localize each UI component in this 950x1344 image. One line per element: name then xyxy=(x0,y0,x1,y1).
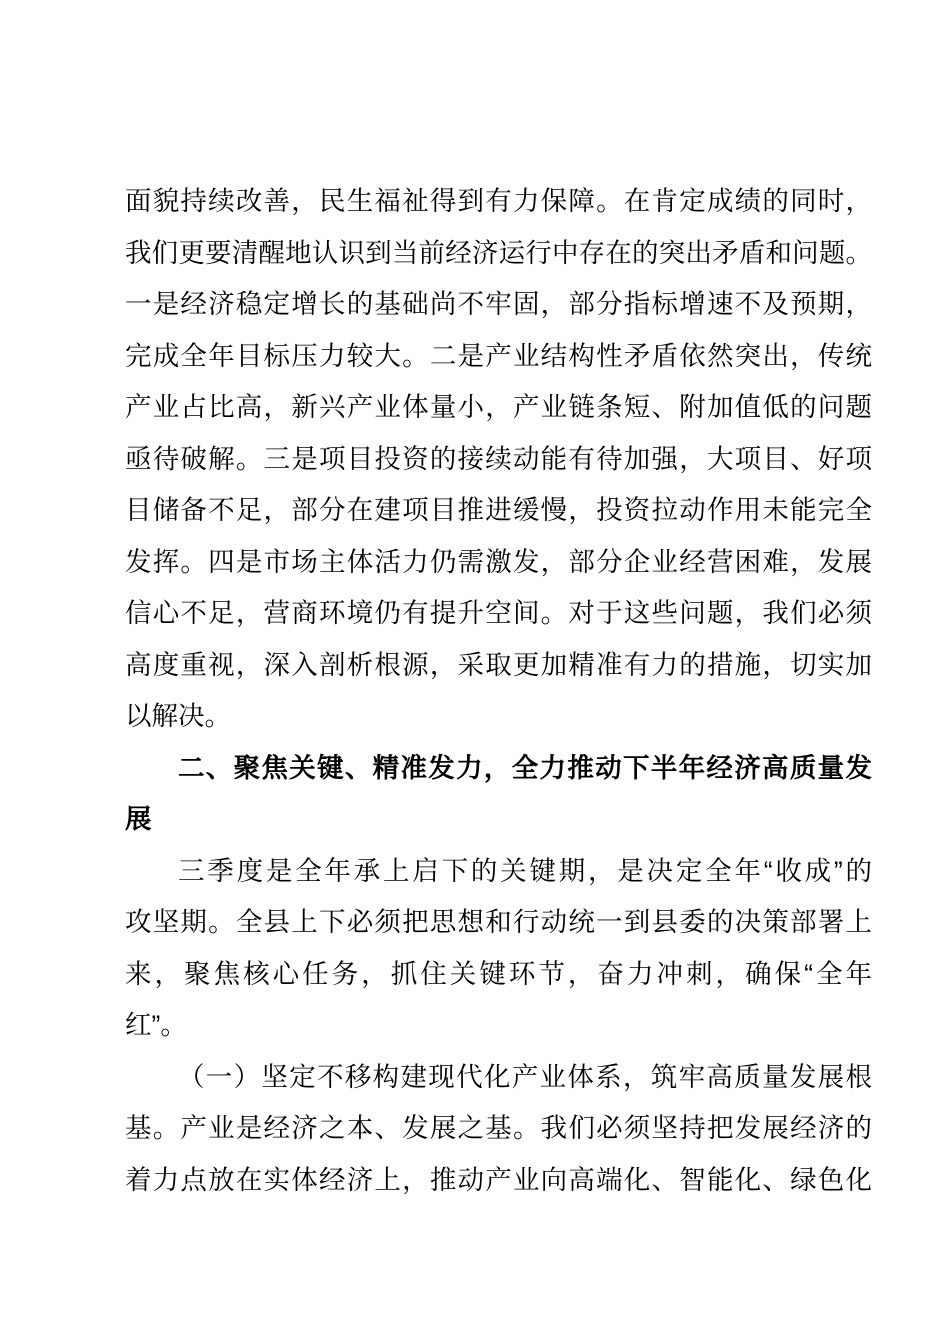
text-line: 基。产业是经济之本、发展之基。我们必须坚持把发展经济的 xyxy=(125,1113,872,1143)
text-line: 我们更要清醒地认识到当前经济运行中存在的突出矛盾和问题。 xyxy=(125,237,872,268)
text-line: 红”。 xyxy=(125,1010,187,1040)
text-line: 来，聚焦核心任务，抓住关键环节，奋力冲刺，确保“全年 xyxy=(125,958,872,989)
text-line: 亟待破解。三是项目投资的接续动能有待加强，大项目、好项 xyxy=(125,443,872,474)
text-line: 产业占比高，新兴产业体量小，产业链条短、附加值低的问题 xyxy=(125,392,872,422)
page-text-block xyxy=(125,176,872,1206)
subsection-start-line: （一）坚定不移构建现代化产业体系，筑牢高质量发展根 xyxy=(178,1061,872,1092)
text-line: 面貌持续改善，民生福祉得到有力保障。在肯定成绩的同时， xyxy=(125,186,872,216)
text-line: 目储备不足，部分在建项目推进缓慢，投资拉动作用未能完全 xyxy=(125,495,872,525)
text-line: 高度重视，深入剖析根源，采取更加精准有力的措施，切实加 xyxy=(125,649,872,680)
text-line: 攻坚期。全县上下必须把思想和行动统一到县委的决策部署上 xyxy=(125,907,872,937)
text-line: 一是经济稳定增长的基础尚不牢固，部分指标增速不及预期， xyxy=(125,289,872,319)
section-heading-line: 二、聚焦关键、精准发力，全力推动下半年经济高质量发 xyxy=(178,752,872,783)
text-line: 发挥。四是市场主体活力仍需激发，部分企业经营困难，发展 xyxy=(125,546,872,577)
text-line: 着力点放在实体经济上，推动产业向高端化、智能化、绿色化 xyxy=(125,1164,872,1195)
text-line: 以解决。 xyxy=(125,701,231,731)
text-line: 完成全年目标压力较大。二是产业结构性矛盾依然突出，传统 xyxy=(125,340,872,371)
section-heading-line: 展 xyxy=(125,804,152,834)
text-line: 三季度是全年承上启下的关键期，是决定全年“收成”的 xyxy=(178,855,872,886)
text-line: 信心不足，营商环境仍有提升空间。对于这些问题，我们必须 xyxy=(125,598,872,628)
